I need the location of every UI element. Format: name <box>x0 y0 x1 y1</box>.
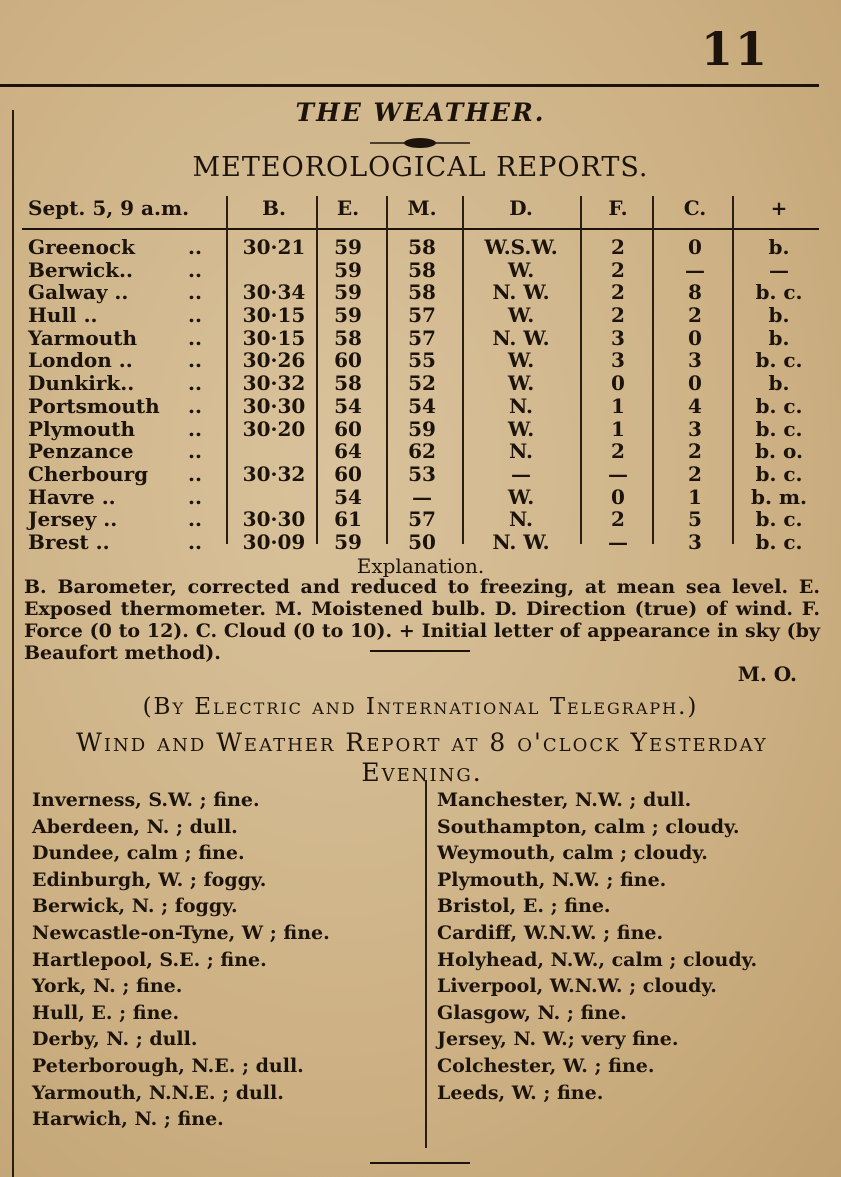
cell-d: N. <box>509 439 533 464</box>
cell-f: 2 <box>611 257 625 282</box>
cell-e: 54 <box>334 393 362 418</box>
cell-c: 0 <box>688 325 702 350</box>
cell-dots: .. <box>188 235 202 259</box>
report-item: Cardiff, W.N.W. ; fine. <box>437 921 664 944</box>
cell-s: b. <box>768 303 790 328</box>
cell-d: W. <box>507 257 535 282</box>
cell-s: b. c. <box>755 507 803 532</box>
cell-f: 3 <box>611 348 625 373</box>
cell-dots: .. <box>188 529 202 554</box>
cell-c: 1 <box>688 484 702 509</box>
cell-c: — <box>685 257 705 282</box>
cell-e: 59 <box>334 529 362 554</box>
cell-place: Galway .. <box>28 280 129 305</box>
table-row <box>0 508 841 531</box>
table-row <box>0 236 841 259</box>
top-rule <box>0 84 819 87</box>
report-item: Inverness, S.W. ; fine. <box>32 789 260 811</box>
cell-e: 54 <box>334 484 362 509</box>
cell-c: 3 <box>688 529 702 554</box>
cell-d: N. W. <box>492 325 550 350</box>
cell-e: 60 <box>334 416 362 441</box>
cell-place: Cherbourg <box>28 461 149 486</box>
header-b: B. <box>262 196 286 220</box>
cell-m: 55 <box>408 348 436 373</box>
report-item: Hull, E. ; fine. <box>32 1001 180 1024</box>
cell-dots: .. <box>188 303 202 328</box>
cell-d: N. W. <box>492 280 550 305</box>
cell-b: 30·30 <box>242 507 306 532</box>
header-m: M. <box>407 196 437 220</box>
cell-dots: .. <box>188 257 202 282</box>
header-sky: + <box>770 196 788 220</box>
cell-place: Greenock <box>28 235 135 259</box>
report-item: Derby, N. ; dull. <box>32 1028 198 1051</box>
table-row <box>0 395 841 418</box>
cell-e: 58 <box>334 371 362 396</box>
cell-place: London .. <box>28 348 133 373</box>
right-report-list <box>437 787 757 1106</box>
cell-s: b. c. <box>755 393 803 418</box>
cell-f: 2 <box>611 280 625 305</box>
cell-c: 4 <box>688 393 702 418</box>
cell-m: 57 <box>408 507 436 532</box>
explanation-paragraph: B. Barometer, corrected and reduced to freezing, at mean sea level. E. Exposed thermometer. M. Moistened bulb. D. Direction (true) of wind. F. Force (0 to 12). C. Cloud (0 to 10). + Initial letter of appearance in sky (by Beaufort method). <box>24 576 820 664</box>
cell-place: Yarmouth <box>28 325 138 350</box>
cell-dots: .. <box>188 371 202 396</box>
report-item: Yarmouth, N.N.E. ; dull. <box>32 1081 284 1104</box>
table-header <box>0 194 841 224</box>
cell-d: N. W. <box>492 529 550 554</box>
cell-c: 2 <box>688 303 702 328</box>
report-item: Glasgow, N. ; fine. <box>437 1001 627 1024</box>
cell-d: — <box>511 461 531 486</box>
cell-d: W.S.W. <box>484 235 558 259</box>
report-item: Harwich, N. ; fine. <box>32 1108 224 1131</box>
reports-subtitle: METEOROLOGICAL REPORTS. <box>192 152 649 183</box>
cell-dots: .. <box>188 325 202 350</box>
cell-s: b. c. <box>755 280 803 305</box>
cell-f: 0 <box>611 484 625 509</box>
cell-place: Penzance <box>28 439 134 464</box>
cell-m: 58 <box>408 280 436 305</box>
cell-d: W. <box>507 484 535 509</box>
cell-c: 8 <box>688 280 702 305</box>
cell-c: 0 <box>688 371 702 396</box>
cell-dots: .. <box>188 416 202 441</box>
report-item: Aberdeen, N. ; dull. <box>32 815 238 838</box>
cell-f: 3 <box>611 325 625 350</box>
left-report-list <box>32 787 330 1133</box>
cell-f: 1 <box>611 393 625 418</box>
cell-c: 0 <box>688 235 702 259</box>
cell-f: 2 <box>611 507 625 532</box>
cell-f: 2 <box>611 303 625 328</box>
cell-d: W. <box>507 348 535 373</box>
cell-place: Portsmouth <box>28 393 160 418</box>
report-item: Newcastle-on-Tyne, W ; fine. <box>32 921 330 944</box>
cell-place: Berwick.. <box>28 257 133 282</box>
header-d: D. <box>509 196 533 220</box>
cell-f: 0 <box>611 371 625 396</box>
header-rule <box>22 228 819 230</box>
table-row <box>0 327 841 350</box>
cell-b: 30·20 <box>242 416 306 441</box>
cell-s: b. <box>768 325 790 350</box>
date-header: Sept. 5, 9 a.m. <box>28 196 190 220</box>
cell-s: b. m. <box>750 484 808 509</box>
cell-e: 59 <box>334 235 362 259</box>
cell-b: 30·32 <box>242 461 306 486</box>
table-row <box>0 304 841 327</box>
cell-s: — <box>769 257 789 282</box>
short-rule <box>370 650 470 652</box>
cell-place: Dunkirk.. <box>28 371 135 396</box>
cell-e: 60 <box>334 461 362 486</box>
report-item: Plymouth, N.W. ; fine. <box>437 868 667 891</box>
report-item: Dundee, calm ; fine. <box>32 842 245 865</box>
cell-b: 30·30 <box>242 393 306 418</box>
report-item: York, N. ; fine. <box>32 975 183 998</box>
cell-m: 62 <box>408 439 436 464</box>
author-initials: M. O. <box>737 662 797 686</box>
explanation-heading: Explanation. <box>356 554 485 578</box>
cell-d: N. <box>509 393 533 418</box>
table-row <box>0 486 841 509</box>
cell-d: W. <box>507 303 535 328</box>
cell-f: 2 <box>611 235 625 259</box>
cell-f: — <box>608 529 628 554</box>
cell-m: 58 <box>408 257 436 282</box>
cell-m: 50 <box>408 529 436 554</box>
cell-place: Plymouth <box>28 416 136 441</box>
cell-c: 3 <box>688 348 702 373</box>
cell-m: 57 <box>408 303 436 328</box>
table-row <box>0 372 841 395</box>
cell-dots: .. <box>188 439 202 464</box>
cell-c: 2 <box>688 461 702 486</box>
cell-e: 64 <box>334 439 362 464</box>
report-item: Holyhead, N.W., calm ; cloudy. <box>437 948 758 971</box>
header-e: E. <box>336 196 360 220</box>
cell-m: 59 <box>408 416 436 441</box>
report-item: Leeds, W. ; fine. <box>437 1081 604 1104</box>
cell-e: 59 <box>334 280 362 305</box>
cell-m: 52 <box>408 371 436 396</box>
cell-e: 58 <box>334 325 362 350</box>
cell-f: — <box>608 461 628 486</box>
report-item: Berwick, N. ; foggy. <box>32 895 238 918</box>
cell-m: 57 <box>408 325 436 350</box>
report-table-body <box>0 236 841 554</box>
report-item: Manchester, N.W. ; dull. <box>437 789 692 811</box>
ornament-divider <box>370 136 470 150</box>
cell-f: 2 <box>611 439 625 464</box>
cell-f: 1 <box>611 416 625 441</box>
page-number: 11 <box>700 22 769 76</box>
cell-b: 30·09 <box>242 529 306 554</box>
report-item: Hartlepool, S.E. ; fine. <box>32 948 267 971</box>
report-item: Liverpool, W.N.W. ; cloudy. <box>437 975 717 998</box>
cell-d: W. <box>507 371 535 396</box>
report-item: Bristol, E. ; fine. <box>437 895 611 918</box>
report-item: Weymouth, calm ; cloudy. <box>437 842 708 865</box>
cell-s: b. c. <box>755 416 803 441</box>
report-item: Jersey, N. W.; very fine. <box>437 1028 679 1051</box>
table-row <box>0 281 841 304</box>
report-item: Colchester, W. ; fine. <box>437 1054 655 1077</box>
cell-place: Jersey .. <box>28 507 118 532</box>
cell-e: 59 <box>334 303 362 328</box>
cell-dots: .. <box>188 280 202 305</box>
table-row <box>0 440 841 463</box>
cell-b: 30·21 <box>242 235 306 259</box>
cell-b: 30·32 <box>242 371 306 396</box>
cell-dots: .. <box>188 393 202 418</box>
cell-d: N. <box>509 507 533 532</box>
cell-s: b. <box>768 235 790 259</box>
cell-place: Hull .. <box>28 303 98 328</box>
cell-dots: .. <box>188 348 202 373</box>
cell-c: 5 <box>688 507 702 532</box>
cell-c: 2 <box>688 439 702 464</box>
cell-m: 58 <box>408 235 436 259</box>
cell-b: 30·15 <box>242 303 306 328</box>
cell-m: 54 <box>408 393 436 418</box>
table-row <box>0 531 841 554</box>
report-title: Wind and Weather Report at 8 o'clock Yesterday Evening. <box>76 728 768 787</box>
cell-dots: .. <box>188 484 202 509</box>
cell-place: Brest .. <box>28 529 110 554</box>
cell-s: b. o. <box>755 439 803 464</box>
header-f: F. <box>608 196 628 220</box>
bottom-rule <box>370 1162 470 1164</box>
cell-b: 30·34 <box>242 280 306 305</box>
header-c: C. <box>683 196 707 220</box>
column-rule-middle <box>425 780 427 1148</box>
telegraph-heading: (By Electric and International Telegraph.) <box>142 694 699 720</box>
report-item: Southampton, calm ; cloudy. <box>437 815 740 838</box>
cell-place: Havre .. <box>28 484 116 509</box>
cell-b: 30·26 <box>242 348 306 373</box>
report-item: Edinburgh, W. ; foggy. <box>32 868 267 891</box>
cell-s: b. c. <box>755 461 803 486</box>
table-row <box>0 463 841 486</box>
report-item: Peterborough, N.E. ; dull. <box>32 1054 304 1077</box>
cell-dots: .. <box>188 507 202 532</box>
table-row <box>0 349 841 372</box>
cell-s: b. c. <box>755 348 803 373</box>
cell-e: 60 <box>334 348 362 373</box>
section-title: THE WEATHER. <box>295 98 546 127</box>
cell-m: 53 <box>408 461 436 486</box>
cell-e: 59 <box>334 257 362 282</box>
cell-b: 30·15 <box>242 325 306 350</box>
table-row <box>0 418 841 441</box>
cell-s: b. c. <box>755 529 803 554</box>
cell-c: 3 <box>688 416 702 441</box>
cell-e: 61 <box>334 507 362 532</box>
cell-m: — <box>412 484 432 509</box>
table-row <box>0 259 841 282</box>
cell-d: W. <box>507 416 535 441</box>
cell-s: b. <box>768 371 790 396</box>
cell-dots: .. <box>188 461 202 486</box>
